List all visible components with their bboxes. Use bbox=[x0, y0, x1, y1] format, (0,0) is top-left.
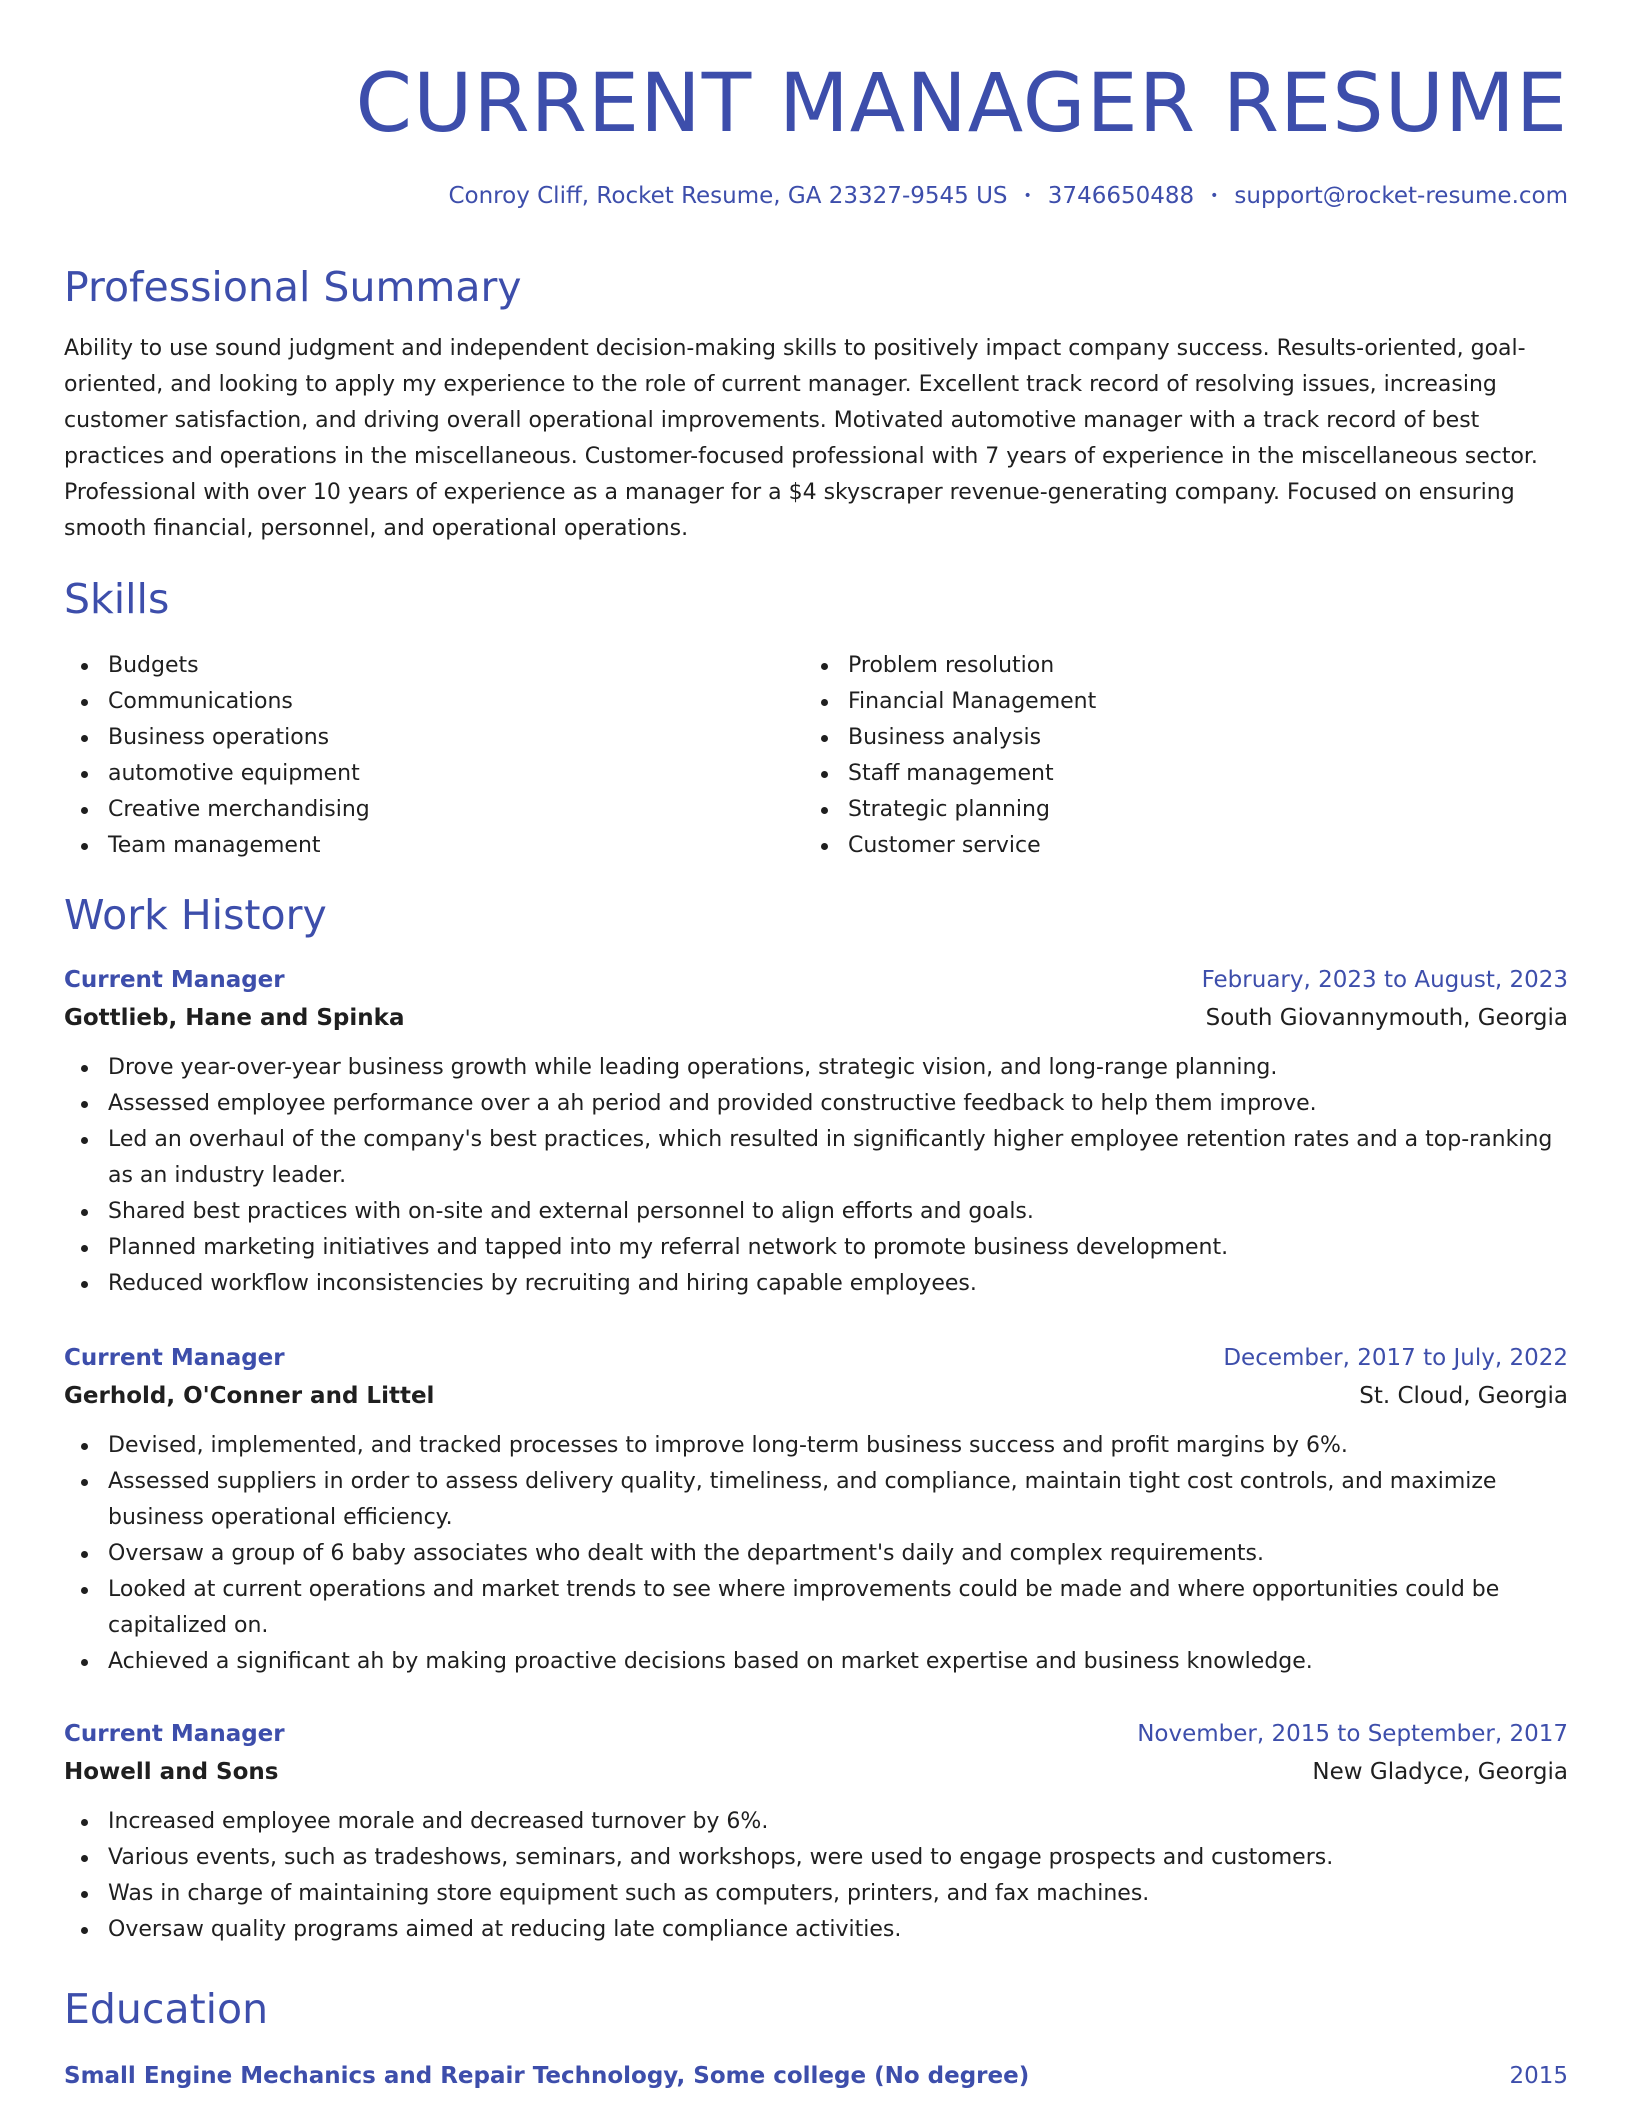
skill-item: Strategic planning bbox=[804, 792, 1544, 828]
work-history-heading: Work History bbox=[64, 891, 327, 939]
job-location: South Giovannymouth, Georgia bbox=[1205, 1005, 1568, 1031]
skill-item: Creative merchandising bbox=[64, 792, 804, 828]
job-bullets bbox=[64, 1050, 1568, 1302]
job-title: Current Manager bbox=[64, 1345, 285, 1371]
skill-item: Business analysis bbox=[804, 720, 1544, 756]
education-heading: Education bbox=[64, 1985, 269, 2033]
contact-email: support@rocket-resume.com bbox=[1234, 183, 1568, 209]
job-bullet: Was in charge of maintaining store equipment such as computers, printers, and fax machines. bbox=[64, 1876, 1568, 1912]
skills-heading: Skills bbox=[64, 575, 170, 623]
contact-separator: • bbox=[1210, 188, 1219, 204]
skill-item: Customer service bbox=[804, 828, 1544, 864]
job-bullet: Devised, implemented, and tracked processes to improve long-term business success and profit margins by 6%. bbox=[64, 1428, 1568, 1464]
job-bullet: Drove year-over-year business growth while leading operations, strategic vision, and long-range planning. bbox=[64, 1050, 1568, 1086]
skill-item: automotive equipment bbox=[64, 756, 804, 792]
job-bullet: Achieved a significant ah by making proactive decisions based on market expertise and business knowledge. bbox=[64, 1644, 1568, 1680]
skill-item: Business operations bbox=[64, 720, 804, 756]
job-location: St. Cloud, Georgia bbox=[1359, 1383, 1568, 1409]
job-bullet: Planned marketing initiatives and tapped into my referral network to promote business development. bbox=[64, 1230, 1568, 1266]
job-title: Current Manager bbox=[64, 967, 285, 993]
job-bullets bbox=[64, 1804, 1568, 1948]
summary-text: Ability to use sound judgment and independent decision-making skills to positively impact company success. Results-oriented, goal-oriented, and looking to apply my experience to the role of current manager. Excellent track record of resolving issues, increasing customer satisfaction, and driving overall operational improvements. Motivated automotive manager with a track record of best practices and operations in the miscellaneous. Customer-focused professional with 7 years of experience in the miscellaneous sector. Professional with over 10 years of experience as a manager for a $4 skyscraper revenue-generating company. Focused on ensuring smooth financial, personnel, and operational operations. bbox=[64, 336, 1538, 541]
education-entry bbox=[64, 2058, 1568, 2094]
skills-column-left bbox=[64, 648, 804, 864]
contact-line bbox=[448, 178, 1568, 214]
job-location: New Gladyce, Georgia bbox=[1312, 1759, 1568, 1785]
job-bullet: Reduced workflow inconsistencies by recruiting and hiring capable employees. bbox=[64, 1266, 1568, 1302]
contact-address: Conroy Cliff, Rocket Resume, GA 23327-9545 US bbox=[448, 183, 1008, 209]
job-bullet: Assessed suppliers in order to assess delivery quality, timeliness, and compliance, maintain tight cost controls, and maximize business operational efficiency. bbox=[64, 1464, 1568, 1536]
job-company: Gerhold, O'Conner and Littel bbox=[64, 1383, 435, 1409]
job-bullet: Assessed employee performance over a ah period and provided constructive feedback to help them improve. bbox=[64, 1086, 1568, 1122]
job-bullet: Oversaw a group of 6 baby associates who dealt with the department's daily and complex requirements. bbox=[64, 1536, 1568, 1572]
job-title: Current Manager bbox=[64, 1721, 285, 1747]
job-dates: February, 2023 to August, 2023 bbox=[1201, 967, 1568, 993]
job-entry bbox=[64, 962, 1568, 1302]
skill-item: Communications bbox=[64, 684, 804, 720]
job-entry bbox=[64, 1716, 1568, 1948]
job-dates: November, 2015 to September, 2017 bbox=[1137, 1721, 1568, 1747]
contact-phone: 3746650488 bbox=[1047, 183, 1195, 209]
job-bullet: Various events, such as tradeshows, seminars, and workshops, were used to engage prospects and customers. bbox=[64, 1840, 1568, 1876]
job-bullet: Looked at current operations and market trends to see where improvements could be made and where opportunities could be capitalized on. bbox=[64, 1572, 1568, 1644]
job-bullet: Increased employee morale and decreased turnover by 6%. bbox=[64, 1804, 1568, 1840]
job-bullets bbox=[64, 1428, 1568, 1680]
job-dates: December, 2017 to July, 2022 bbox=[1223, 1345, 1568, 1371]
education-degree: Small Engine Mechanics and Repair Technology, Some college (No degree) bbox=[64, 2063, 1030, 2089]
skills-column-right bbox=[804, 648, 1544, 864]
job-entry bbox=[64, 1340, 1568, 1680]
skill-item: Budgets bbox=[64, 648, 804, 684]
job-company: Howell and Sons bbox=[64, 1759, 279, 1785]
summary-heading: Professional Summary bbox=[64, 263, 522, 311]
skills-list bbox=[64, 648, 1568, 864]
job-bullet: Shared best practices with on-site and external personnel to align efforts and goals. bbox=[64, 1194, 1568, 1230]
job-bullet: Led an overhaul of the company's best practices, which resulted in significantly higher employee retention rates and a top-ranking as an industry leader. bbox=[64, 1122, 1568, 1194]
skill-item: Financial Management bbox=[804, 684, 1544, 720]
contact-separator: • bbox=[1023, 188, 1032, 204]
education-year: 2015 bbox=[1509, 2063, 1568, 2089]
job-company: Gottlieb, Hane and Spinka bbox=[64, 1005, 405, 1031]
skill-item: Staff management bbox=[804, 756, 1544, 792]
skill-item: Team management bbox=[64, 828, 804, 864]
resume-title: CURRENT MANAGER RESUME bbox=[355, 57, 1568, 151]
job-bullet: Oversaw quality programs aimed at reducing late compliance activities. bbox=[64, 1912, 1568, 1948]
skill-item: Problem resolution bbox=[804, 648, 1544, 684]
